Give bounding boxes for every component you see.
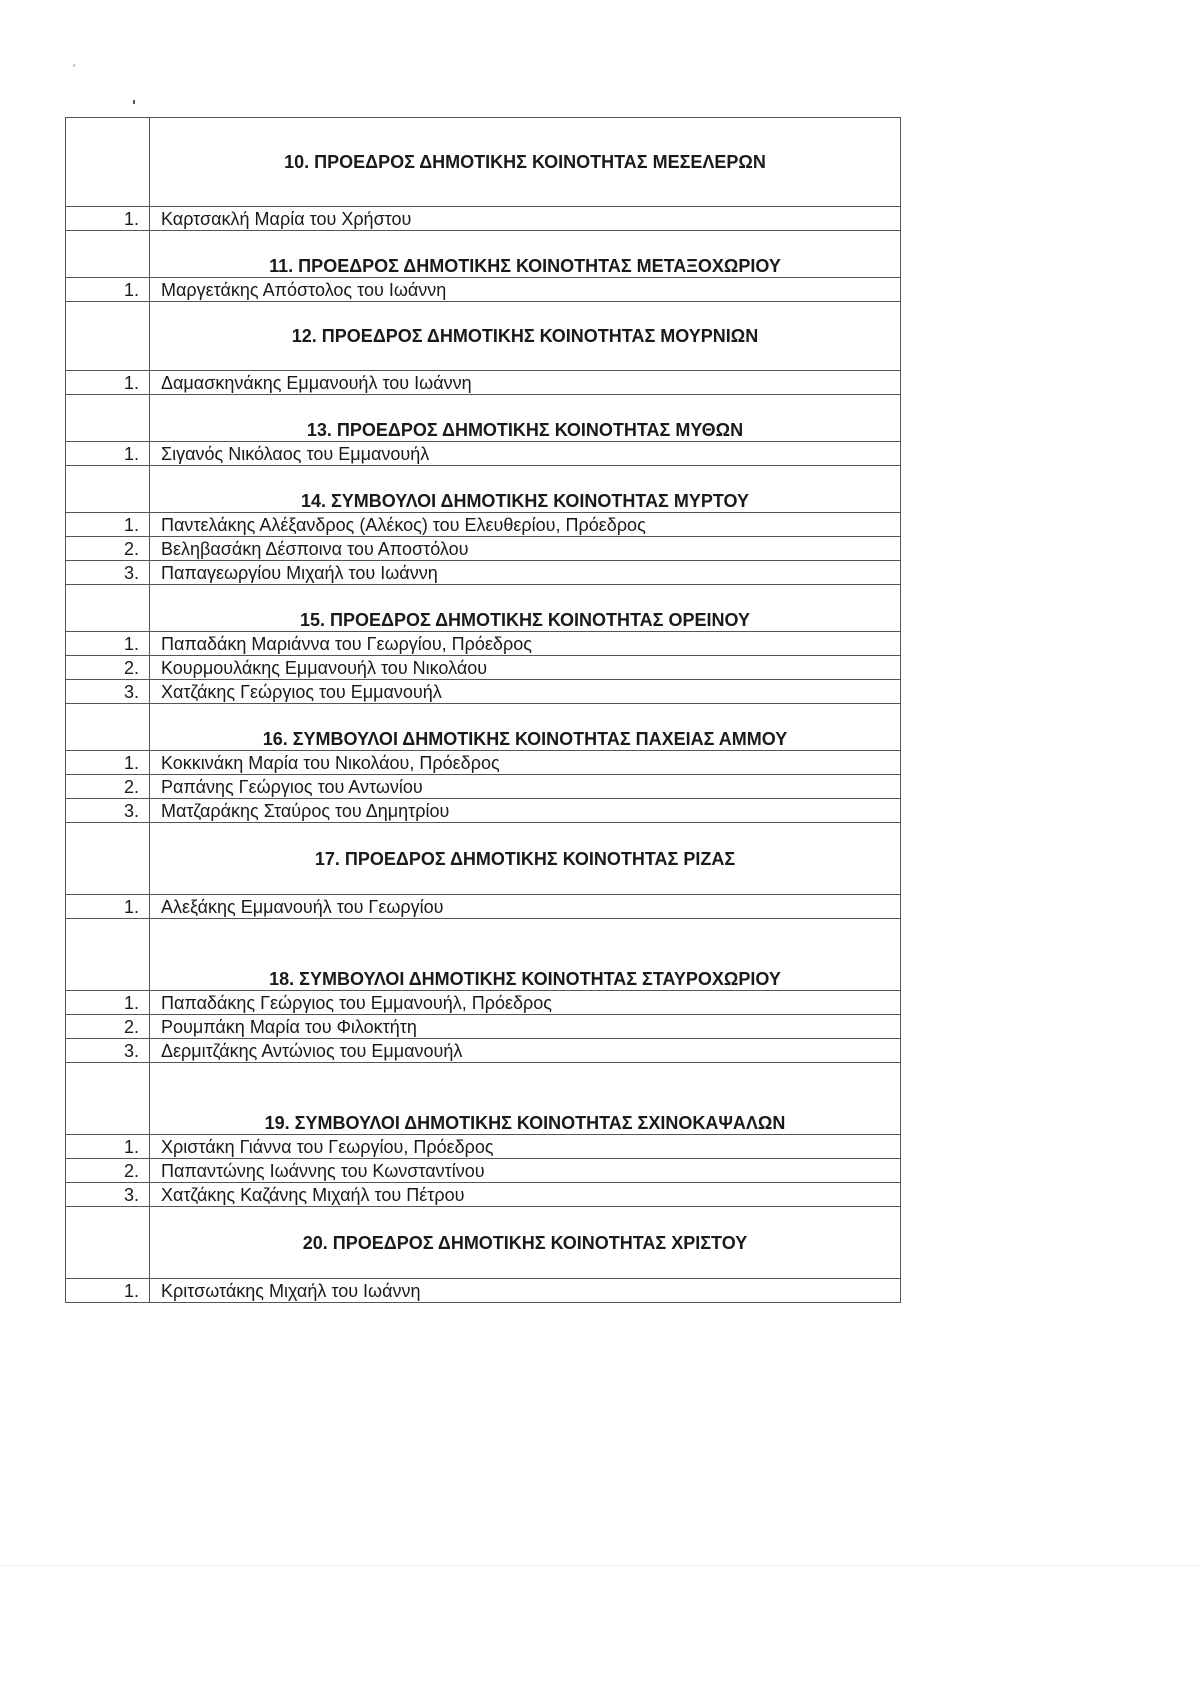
member-name: Κοκκινάκη Μαρία του Νικολάου, Πρόεδρος <box>150 751 901 775</box>
section-title: 20. ΠΡΟΕΔΡΟΣ ΔΗΜΟΤΙΚΗΣ ΚΟΙΝΟΤΗΤΑΣ ΧΡΙΣΤΟΥ <box>150 1207 901 1279</box>
member-number: 2. <box>66 1159 150 1183</box>
member-row <box>66 442 901 466</box>
heading-num-cell <box>66 302 150 371</box>
member-row <box>66 561 901 585</box>
heading-num-cell <box>66 585 150 632</box>
member-name: Παπαγεωργίου Μιχαήλ του Ιωάννη <box>150 561 901 585</box>
member-name: Μαργετάκης Απόστολος του Ιωάννη <box>150 278 901 302</box>
section-heading-row <box>66 823 901 895</box>
member-row <box>66 656 901 680</box>
member-row <box>66 1135 901 1159</box>
member-number: 1. <box>66 991 150 1015</box>
section-heading-row <box>66 118 901 207</box>
member-row <box>66 207 901 231</box>
member-number: 2. <box>66 656 150 680</box>
section-title: 11. ΠΡΟΕΔΡΟΣ ΔΗΜΟΤΙΚΗΣ ΚΟΙΝΟΤΗΤΑΣ ΜΕΤΑΞΟΧΩΡΙΟΥ <box>150 231 901 278</box>
member-name: Ματζαράκης Σταύρος του Δημητρίου <box>150 799 901 823</box>
member-name: Παντελάκης Αλέξανδρος (Αλέκος) του Ελευθερίου, Πρόεδρος <box>150 513 901 537</box>
heading-num-cell <box>66 1063 150 1135</box>
member-name: Ρουμπάκη Μαρία του Φιλοκτήτη <box>150 1015 901 1039</box>
member-number: 1. <box>66 513 150 537</box>
member-name: Αλεξάκης Εμμανουήλ του Γεωργίου <box>150 895 901 919</box>
member-name: Παπαδάκης Γεώργιος του Εμμανουήλ, Πρόεδρος <box>150 991 901 1015</box>
scan-speck <box>133 100 135 104</box>
member-row <box>66 680 901 704</box>
section-title: 19. ΣΥΜΒΟΥΛΟΙ ΔΗΜΟΤΙΚΗΣ ΚΟΙΝΟΤΗΤΑΣ ΣΧΙΝΟΚΑΨΑΛΩΝ <box>150 1063 901 1135</box>
member-name: Δαμασκηνάκης Εμμανουήλ του Ιωάννη <box>150 371 901 395</box>
member-name: Καρτσακλή Μαρία του Χρήστου <box>150 207 901 231</box>
scan-artifact-line <box>0 1565 1200 1566</box>
member-row <box>66 991 901 1015</box>
member-number: 1. <box>66 442 150 466</box>
section-title: 18. ΣΥΜΒΟΥΛΟΙ ΔΗΜΟΤΙΚΗΣ ΚΟΙΝΟΤΗΤΑΣ ΣΤΑΥΡΟΧΩΡΙΟΥ <box>150 919 901 991</box>
member-number: 3. <box>66 1039 150 1063</box>
heading-num-cell <box>66 704 150 751</box>
member-row <box>66 537 901 561</box>
heading-num-cell <box>66 395 150 442</box>
section-heading-row <box>66 466 901 513</box>
table-body <box>66 118 901 1303</box>
member-row <box>66 895 901 919</box>
heading-num-cell <box>66 1207 150 1279</box>
member-row <box>66 799 901 823</box>
member-number: 1. <box>66 207 150 231</box>
member-row <box>66 1279 901 1303</box>
member-row <box>66 1015 901 1039</box>
member-row <box>66 1183 901 1207</box>
scan-speck <box>73 64 75 67</box>
member-number: 1. <box>66 1135 150 1159</box>
section-heading-row <box>66 919 901 991</box>
member-row <box>66 513 901 537</box>
member-name: Δερμιτζάκης Αντώνιος του Εμμανουήλ <box>150 1039 901 1063</box>
member-row <box>66 1039 901 1063</box>
section-title: 14. ΣΥΜΒΟΥΛΟΙ ΔΗΜΟΤΙΚΗΣ ΚΟΙΝΟΤΗΤΑΣ ΜΥΡΤΟΥ <box>150 466 901 513</box>
member-number: 1. <box>66 751 150 775</box>
member-name: Βεληβασάκη Δέσποινα του Αποστόλου <box>150 537 901 561</box>
member-name: Σιγανός Νικόλαος του Εμμανουήλ <box>150 442 901 466</box>
heading-num-cell <box>66 823 150 895</box>
member-name: Παπαντώνης Ιωάννης του Κωνσταντίνου <box>150 1159 901 1183</box>
member-number: 1. <box>66 371 150 395</box>
member-row <box>66 278 901 302</box>
member-row <box>66 775 901 799</box>
heading-num-cell <box>66 118 150 207</box>
member-number: 2. <box>66 775 150 799</box>
member-number: 3. <box>66 561 150 585</box>
section-title: 13. ΠΡΟΕΔΡΟΣ ΔΗΜΟΤΙΚΗΣ ΚΟΙΝΟΤΗΤΑΣ ΜΥΘΩΝ <box>150 395 901 442</box>
member-name: Χριστάκη Γιάννα του Γεωργίου, Πρόεδρος <box>150 1135 901 1159</box>
member-number: 1. <box>66 895 150 919</box>
member-number: 1. <box>66 1279 150 1303</box>
member-row <box>66 632 901 656</box>
member-name: Χατζάκης Γεώργιος του Εμμανουήλ <box>150 680 901 704</box>
heading-num-cell <box>66 919 150 991</box>
council-members-table <box>65 117 901 1303</box>
section-heading-row <box>66 704 901 751</box>
section-heading-row <box>66 395 901 442</box>
member-name: Παπαδάκη Μαριάννα του Γεωργίου, Πρόεδρος <box>150 632 901 656</box>
member-row <box>66 371 901 395</box>
section-heading-row <box>66 1063 901 1135</box>
member-number: 1. <box>66 632 150 656</box>
section-heading-row <box>66 585 901 632</box>
member-number: 2. <box>66 1015 150 1039</box>
section-title: 10. ΠΡΟΕΔΡΟΣ ΔΗΜΟΤΙΚΗΣ ΚΟΙΝΟΤΗΤΑΣ ΜΕΣΕΛΕΡΩΝ <box>150 118 901 207</box>
heading-num-cell <box>66 466 150 513</box>
section-heading-row <box>66 231 901 278</box>
section-heading-row <box>66 302 901 371</box>
member-name: Ραπάνης Γεώργιος του Αντωνίου <box>150 775 901 799</box>
section-title: 15. ΠΡΟΕΔΡΟΣ ΔΗΜΟΤΙΚΗΣ ΚΟΙΝΟΤΗΤΑΣ ΟΡΕΙΝΟΥ <box>150 585 901 632</box>
member-row <box>66 751 901 775</box>
member-number: 3. <box>66 1183 150 1207</box>
heading-num-cell <box>66 231 150 278</box>
member-name: Κριτσωτάκης Μιχαήλ του Ιωάννη <box>150 1279 901 1303</box>
section-title: 17. ΠΡΟΕΔΡΟΣ ΔΗΜΟΤΙΚΗΣ ΚΟΙΝΟΤΗΤΑΣ ΡΙΖΑΣ <box>150 823 901 895</box>
section-heading-row <box>66 1207 901 1279</box>
member-row <box>66 1159 901 1183</box>
member-number: 1. <box>66 278 150 302</box>
member-name: Χατζάκης Καζάνης Μιχαήλ του Πέτρου <box>150 1183 901 1207</box>
member-number: 3. <box>66 680 150 704</box>
section-title: 12. ΠΡΟΕΔΡΟΣ ΔΗΜΟΤΙΚΗΣ ΚΟΙΝΟΤΗΤΑΣ ΜΟΥΡΝΙΩΝ <box>150 302 901 371</box>
member-number: 3. <box>66 799 150 823</box>
member-number: 2. <box>66 537 150 561</box>
member-name: Κουρμουλάκης Εμμανουήλ του Νικολάου <box>150 656 901 680</box>
section-title: 16. ΣΥΜΒΟΥΛΟΙ ΔΗΜΟΤΙΚΗΣ ΚΟΙΝΟΤΗΤΑΣ ΠΑΧΕΙΑΣ ΑΜΜΟΥ <box>150 704 901 751</box>
